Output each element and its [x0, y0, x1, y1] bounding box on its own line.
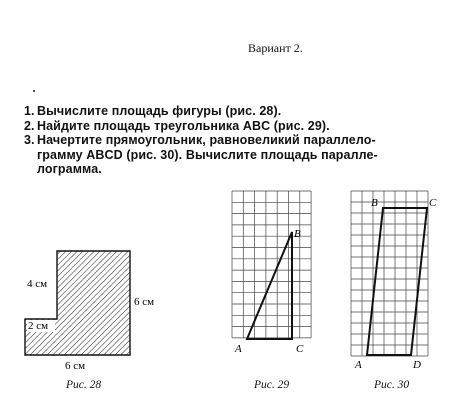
task-3-text-line-3: лограмма. [37, 162, 102, 176]
figure-29-vertex-a: A [235, 343, 242, 355]
figure-28 [25, 251, 154, 372]
figure-28-label-notch: 2 см [28, 320, 49, 332]
figure-29-vertex-c: C [296, 343, 304, 355]
task-1-text: Вычислите площадь фигуры (рис. 28). [37, 104, 282, 118]
figure-29-triangle [247, 232, 292, 339]
figure-28-caption: Рис. 28 [66, 379, 102, 391]
task-3-text-line-2: грамму ABCD (рис. 30). Вычислите площадь паралле- [37, 147, 378, 162]
task-2-text: Найдите площадь треугольника ABC (рис. 29). [37, 118, 330, 133]
figure-30 [351, 191, 437, 371]
task-2-number: 2. [24, 118, 35, 133]
figure-29-grid [232, 191, 311, 338]
figure-30-parallelogram [367, 208, 427, 355]
figure-30-vertex-b: B [371, 197, 378, 209]
figure-30-grid [351, 191, 428, 356]
figure-28-shape [25, 251, 130, 355]
figure-29-caption: Рис. 29 [254, 379, 290, 391]
figure-30-vertex-d: D [413, 359, 421, 371]
figure-29-vertex-b: B [294, 228, 301, 240]
figure-30-vertex-a: A [355, 359, 362, 371]
task-1-number: 1. [24, 104, 35, 118]
variant-title: Вариант 2. [248, 41, 303, 55]
figure-28-label-bottom: 6 см [65, 360, 86, 372]
figure-29 [232, 191, 311, 355]
figure-30-vertex-c: C [429, 197, 437, 209]
figure-28-label-top: 4 см [27, 278, 48, 290]
figure-28-label-right: 6 см [134, 296, 155, 308]
figure-30-caption: Рис. 30 [374, 379, 410, 391]
task-3-number: 3. [24, 133, 35, 147]
task-3-text-line-1: Начертите прямоугольник, равновеликий параллело- [37, 133, 376, 147]
